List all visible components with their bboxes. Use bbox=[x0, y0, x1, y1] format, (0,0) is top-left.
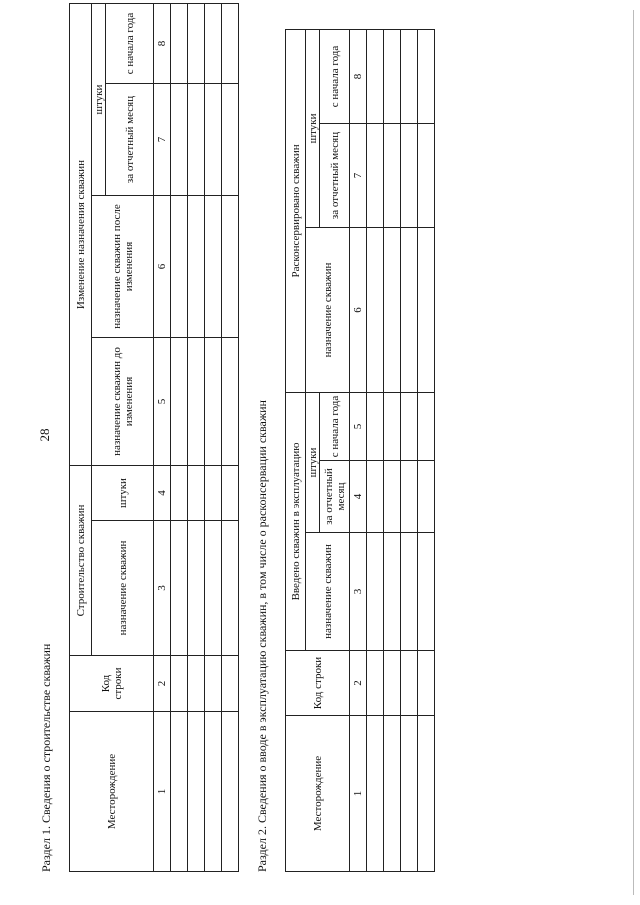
s2-col-num: 2 bbox=[350, 651, 367, 716]
s1-header-reporting-month: за отчетный месяц bbox=[106, 84, 154, 196]
table-row bbox=[367, 29, 384, 871]
s1-header-pieces: штуки bbox=[92, 466, 154, 521]
s1-col-num: 4 bbox=[154, 466, 171, 521]
table-row bbox=[384, 29, 401, 871]
s1-header-purpose-after: назначение скважин после изменения bbox=[92, 196, 154, 338]
page-edge-line bbox=[633, 10, 634, 895]
s2-header-pieces2: штуки bbox=[306, 29, 320, 227]
s1-col-num: 3 bbox=[154, 521, 171, 656]
s2-header-well-purpose: назначение скважин bbox=[306, 533, 350, 651]
s2-header-commissioned: Введено скважин в эксплуатацию bbox=[286, 392, 306, 650]
s1-header-well-purpose: назначение скважин bbox=[92, 521, 154, 656]
s1-col-num: 6 bbox=[154, 196, 171, 338]
s1-column-numbers-row bbox=[154, 4, 171, 872]
s2-header-since-year-start: с начала года bbox=[320, 392, 350, 460]
s2-header-since-year-start2: с начала года bbox=[320, 29, 350, 123]
section2-title: Раздел 2. Сведения о вводе в эксплуатацию скважин, в том числе о расконсервации скважин bbox=[255, 400, 269, 872]
s1-header-since-year-start: с начала года bbox=[106, 4, 154, 84]
s1-header-construction: Строительство скважин bbox=[70, 466, 92, 656]
s2-header-reconserved: Расконсервировано скважин bbox=[286, 29, 306, 392]
s2-col-num: 8 bbox=[350, 29, 367, 123]
table-row bbox=[188, 4, 205, 872]
table-row bbox=[222, 4, 239, 872]
s1-col-num: 5 bbox=[154, 338, 171, 466]
s1-col-num: 8 bbox=[154, 4, 171, 84]
s1-header-change: Изменение назначения скважин bbox=[70, 4, 92, 466]
s1-header-line-code: Код строки bbox=[70, 656, 154, 712]
s1-col-num: 1 bbox=[154, 712, 171, 872]
s2-column-numbers-row bbox=[350, 29, 367, 871]
s1-header-pieces-group: штуки bbox=[92, 4, 106, 196]
section2 bbox=[254, 29, 435, 872]
s1-col-num: 2 bbox=[154, 656, 171, 712]
section1 bbox=[38, 3, 239, 872]
s1-col-num: 7 bbox=[154, 84, 171, 196]
table-row bbox=[418, 29, 435, 871]
section1-title: Раздел 1. Сведения о строительстве скважин bbox=[39, 643, 53, 872]
s2-col-num: 5 bbox=[350, 392, 367, 460]
s2-header-well-purpose2: назначение скважин bbox=[306, 227, 350, 392]
s2-col-num: 1 bbox=[350, 716, 367, 872]
s2-col-num: 6 bbox=[350, 227, 367, 392]
s1-header-field: Месторождение bbox=[70, 712, 154, 872]
section1-table bbox=[69, 3, 239, 872]
s2-header-pieces: штуки bbox=[306, 392, 320, 532]
table-row bbox=[205, 4, 222, 872]
section2-table bbox=[285, 29, 435, 872]
s2-col-num: 4 bbox=[350, 461, 367, 533]
s2-col-num: 7 bbox=[350, 123, 367, 227]
s2-header-line-code: Код строки bbox=[286, 651, 350, 716]
table-row bbox=[401, 29, 418, 871]
s2-header-reporting-month2: за отчетный месяц bbox=[320, 123, 350, 227]
table-row bbox=[171, 4, 188, 872]
s2-col-num: 3 bbox=[350, 533, 367, 651]
s1-header-purpose-before: назначение скважин до изменения bbox=[92, 338, 154, 466]
page-number: 28 bbox=[37, 428, 52, 442]
s2-header-field: Месторождение bbox=[286, 716, 350, 872]
s2-header-reporting-month: за отчетный месяц bbox=[320, 461, 350, 533]
